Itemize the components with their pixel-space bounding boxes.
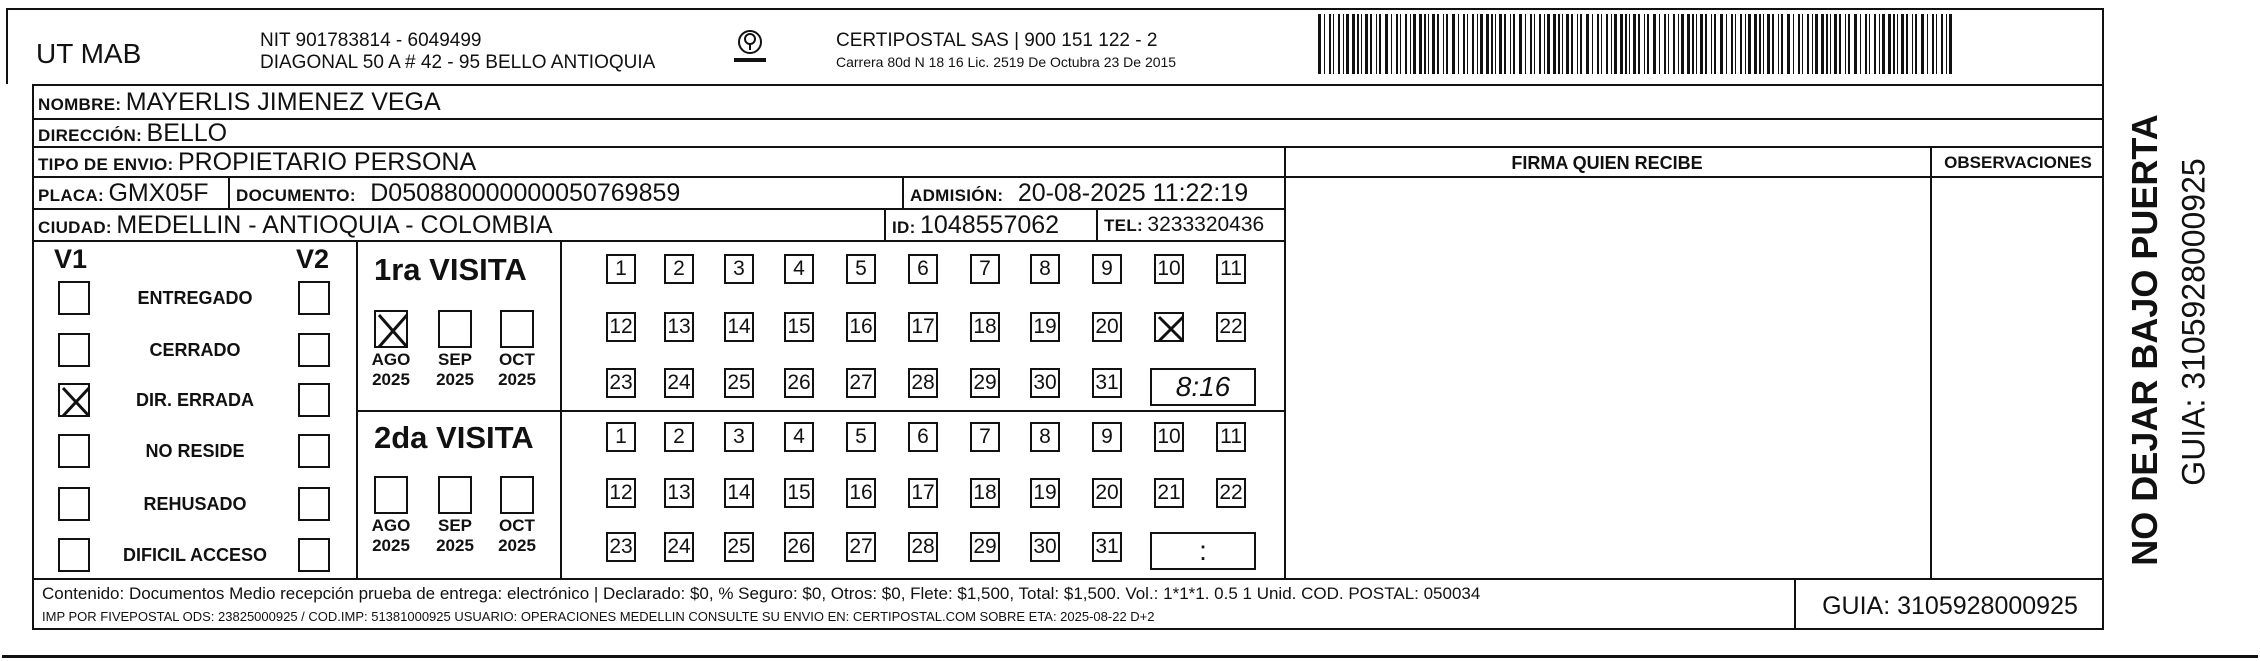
status-label: CERRADO bbox=[149, 340, 241, 360]
company-name: UT MAB bbox=[36, 38, 142, 69]
direccion-value: BELLO bbox=[146, 119, 228, 147]
x-mark-icon bbox=[376, 312, 410, 350]
admision-value: 20-08-2025 11:22:19 bbox=[1017, 179, 1249, 207]
day-checkbox[interactable]: 27 bbox=[846, 368, 876, 398]
day-checkbox[interactable]: 13 bbox=[664, 312, 694, 342]
day-checkbox[interactable]: 29 bbox=[970, 368, 1000, 398]
day-checkbox[interactable]: 15 bbox=[784, 478, 814, 508]
day-checkbox[interactable]: 22 bbox=[1216, 478, 1246, 508]
day-checkbox[interactable]: 16 bbox=[846, 478, 876, 508]
day-checkbox[interactable]: 3 bbox=[724, 254, 754, 284]
v1-checkbox[interactable] bbox=[58, 333, 90, 367]
day-checkbox[interactable]: 21 bbox=[1154, 478, 1184, 508]
day-checkbox[interactable]: 5 bbox=[846, 422, 876, 452]
day-checkbox[interactable]: 26 bbox=[784, 532, 814, 562]
day-checkbox[interactable]: 14 bbox=[724, 312, 754, 342]
admision-label: ADMISIÓN: bbox=[910, 186, 1004, 205]
day-checkbox[interactable]: 30 bbox=[1030, 368, 1060, 398]
placa-label: PLACA: bbox=[38, 186, 105, 205]
v1-checkbox[interactable] bbox=[58, 538, 90, 572]
day-checkbox[interactable]: 13 bbox=[664, 478, 694, 508]
tipo-label: TIPO DE ENVIO: bbox=[38, 155, 174, 174]
day-checkbox[interactable]: 22 bbox=[1216, 312, 1246, 342]
day-checkbox[interactable]: 11 bbox=[1216, 254, 1246, 284]
footer-line2: IMP POR FIVEPOSTAL ODS: 23825000925 / COD.IMP: 51381000925 USUARIO: OPERACIONES MEDELLIN CONSULTE SU ENVIO EN: CERTIPOSTAL.COM SOBRE ETA: 2025-08-22 D+2 bbox=[42, 609, 1155, 624]
day-checkbox[interactable]: 1 bbox=[606, 422, 636, 452]
certipostal-line1: CERTIPOSTAL SAS | 900 151 122 - 2 bbox=[836, 30, 1158, 51]
placa-value: GMX05F bbox=[108, 179, 209, 207]
day-checkbox[interactable]: 6 bbox=[908, 254, 938, 284]
day-checkbox[interactable]: 11 bbox=[1216, 422, 1246, 452]
firma-header: FIRMA QUIEN RECIBE bbox=[1511, 153, 1703, 173]
month-label: SEP 2025 bbox=[436, 516, 474, 555]
day-checkbox[interactable]: 7 bbox=[970, 422, 1000, 452]
v2-checkbox[interactable] bbox=[298, 383, 330, 417]
v2-checkbox[interactable] bbox=[298, 333, 330, 367]
footer-line1: Contenido: Documentos Medio recepción prueba de entrega: electrónico | Declarado: $0, % Seguro: $0, Otros: $0, Flete: $1,500, Total: $1,500. Vol.: 1*1*1. 0.5 1 Unid. COD. POSTAL: 050034 bbox=[42, 584, 1481, 603]
v2-checkbox[interactable] bbox=[298, 281, 330, 315]
side-guia: GUIA: 3105928000925 bbox=[2175, 158, 2212, 486]
admision-row bbox=[910, 179, 1248, 208]
day-checkbox[interactable]: 28 bbox=[908, 368, 938, 398]
month-label: AGO 2025 bbox=[371, 350, 411, 389]
day-checkbox[interactable]: 4 bbox=[784, 254, 814, 284]
day-checkbox[interactable]: 17 bbox=[908, 312, 938, 342]
month-checkbox[interactable] bbox=[438, 310, 472, 348]
day-checkbox[interactable]: 18 bbox=[970, 312, 1000, 342]
day-checkbox[interactable]: 9 bbox=[1092, 422, 1122, 452]
status-label: DIFICIL ACCESO bbox=[122, 545, 267, 565]
status-label: DIR. ERRADA bbox=[135, 390, 254, 410]
v2-label: V2 bbox=[296, 244, 330, 274]
day-checkbox[interactable]: 8 bbox=[1030, 422, 1060, 452]
day-checkbox[interactable]: 18 bbox=[970, 478, 1000, 508]
month-checkbox[interactable] bbox=[438, 476, 472, 514]
month-label: AGO 2025 bbox=[371, 516, 411, 555]
day-checkbox[interactable]: 24 bbox=[664, 532, 694, 562]
month-checkbox[interactable] bbox=[374, 310, 408, 348]
day-checkbox[interactable]: 25 bbox=[724, 368, 754, 398]
visit2-title: 2da VISITA bbox=[374, 420, 534, 455]
day-checkbox[interactable]: 2 bbox=[664, 422, 694, 452]
day-checkbox[interactable]: 20 bbox=[1092, 478, 1122, 508]
address-line: DIAGONAL 50 A # 42 - 95 BELLO ANTIOQUIA bbox=[260, 52, 656, 73]
month-checkbox[interactable] bbox=[500, 310, 534, 348]
day-checkbox[interactable]: 28 bbox=[908, 532, 938, 562]
day-checkbox[interactable]: 1 bbox=[606, 254, 636, 284]
certipostal-logo-icon bbox=[730, 28, 770, 68]
tel-value: 3233320436 bbox=[1147, 213, 1265, 236]
v2-checkbox[interactable] bbox=[298, 434, 330, 468]
tipo-value: PROPIETARIO PERSONA bbox=[177, 148, 477, 176]
day-checkbox[interactable]: 24 bbox=[664, 368, 694, 398]
day-checkbox[interactable]: 2 bbox=[664, 254, 694, 284]
status-label: ENTREGADO bbox=[137, 288, 253, 308]
documento-label: DOCUMENTO: bbox=[236, 186, 356, 205]
month-checkbox[interactable] bbox=[500, 476, 534, 514]
v1-label: V1 bbox=[54, 244, 88, 274]
direccion-row bbox=[38, 119, 227, 148]
day-checkbox[interactable]: 19 bbox=[1030, 478, 1060, 508]
day-checkbox[interactable]: 12 bbox=[606, 312, 636, 342]
v1-checkbox[interactable] bbox=[58, 487, 90, 521]
day-checkbox[interactable]: 12 bbox=[606, 478, 636, 508]
month-label: SEP 2025 bbox=[436, 350, 474, 389]
day-checkbox[interactable]: 15 bbox=[784, 312, 814, 342]
ciudad-label: CIUDAD: bbox=[38, 218, 112, 237]
certipostal-line2: Carrera 80d N 18 16 Lic. 2519 De Octubra 23 De 2015 bbox=[836, 54, 1177, 70]
nit-line: NIT 901783814 - 6049499 bbox=[260, 30, 482, 51]
day-checkbox[interactable]: 31 bbox=[1092, 532, 1122, 562]
v2-checkbox[interactable] bbox=[298, 487, 330, 521]
documento-value: D050880000000050769859 bbox=[370, 179, 681, 207]
status-label: NO RESIDE bbox=[145, 441, 245, 461]
status-label: REHUSADO bbox=[143, 494, 247, 514]
v2-checkbox[interactable] bbox=[298, 538, 330, 572]
barcode-icon bbox=[1318, 14, 1954, 74]
day-checkbox[interactable]: 3 bbox=[724, 422, 754, 452]
day-checkbox[interactable]: 10 bbox=[1154, 422, 1184, 452]
side-title: NO DEJAR BAJO PUERTA bbox=[2124, 114, 2165, 566]
month-label: OCT 2025 bbox=[498, 350, 536, 389]
tipo-row bbox=[38, 148, 476, 177]
day-checkbox[interactable]: 30 bbox=[1030, 532, 1060, 562]
day-checkbox[interactable] bbox=[1154, 312, 1184, 342]
id-value: 1048557062 bbox=[920, 211, 1060, 239]
day-checkbox[interactable]: 25 bbox=[724, 532, 754, 562]
day-checkbox[interactable]: 26 bbox=[784, 368, 814, 398]
x-mark-icon bbox=[1156, 314, 1186, 344]
v1-checkbox[interactable] bbox=[58, 281, 90, 315]
id-label: ID: bbox=[892, 218, 916, 237]
nombre-value: MAYERLIS JIMENEZ VEGA bbox=[125, 88, 441, 116]
month-checkbox[interactable] bbox=[374, 476, 408, 514]
day-checkbox[interactable]: 5 bbox=[846, 254, 876, 284]
day-checkbox[interactable]: 14 bbox=[724, 478, 754, 508]
day-checkbox[interactable]: 7 bbox=[970, 254, 1000, 284]
ciudad-value: MEDELLIN - ANTIOQUIA - COLOMBIA bbox=[116, 211, 553, 239]
nombre-row bbox=[38, 88, 441, 117]
time-field[interactable]: 8:16 bbox=[1150, 368, 1256, 406]
day-checkbox[interactable]: 31 bbox=[1092, 368, 1122, 398]
placa-row bbox=[38, 179, 209, 208]
time-field[interactable]: : bbox=[1150, 532, 1256, 570]
month-label: OCT 2025 bbox=[498, 516, 536, 555]
day-checkbox[interactable]: 16 bbox=[846, 312, 876, 342]
day-checkbox[interactable]: 23 bbox=[606, 368, 636, 398]
tel-row bbox=[1104, 213, 1264, 237]
tel-label: TEL: bbox=[1104, 216, 1143, 235]
day-checkbox[interactable]: 4 bbox=[784, 422, 814, 452]
day-checkbox[interactable]: 9 bbox=[1092, 254, 1122, 284]
day-checkbox[interactable]: 20 bbox=[1092, 312, 1122, 342]
documento-row bbox=[236, 179, 680, 208]
id-row bbox=[892, 211, 1059, 240]
day-checkbox[interactable]: 29 bbox=[970, 532, 1000, 562]
visit1-title: 1ra VISITA bbox=[374, 252, 527, 287]
x-mark-icon bbox=[60, 385, 92, 419]
observaciones-header: OBSERVACIONES bbox=[1944, 153, 2092, 172]
day-checkbox[interactable]: 8 bbox=[1030, 254, 1060, 284]
nombre-label: NOMBRE: bbox=[38, 95, 122, 114]
v1-checkbox[interactable] bbox=[58, 383, 90, 417]
ciudad-row bbox=[38, 211, 553, 240]
day-checkbox[interactable]: 19 bbox=[1030, 312, 1060, 342]
day-checkbox[interactable]: 27 bbox=[846, 532, 876, 562]
day-checkbox[interactable]: 17 bbox=[908, 478, 938, 508]
day-checkbox[interactable]: 6 bbox=[908, 422, 938, 452]
day-checkbox[interactable]: 23 bbox=[606, 532, 636, 562]
direccion-label: DIRECCIÓN: bbox=[38, 126, 143, 145]
v1-checkbox[interactable] bbox=[58, 434, 90, 468]
day-checkbox[interactable]: 10 bbox=[1154, 254, 1184, 284]
footer-guia: GUIA: 3105928000925 bbox=[1822, 592, 2078, 620]
